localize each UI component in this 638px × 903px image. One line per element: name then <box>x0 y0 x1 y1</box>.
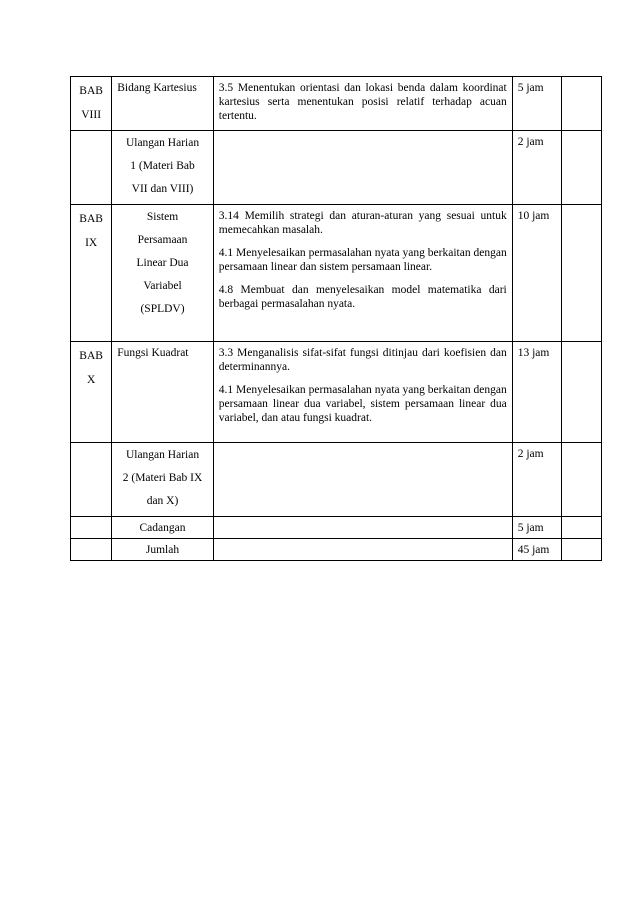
chapter-label: BAB <box>79 350 103 362</box>
total-label: Jumlah <box>145 544 180 556</box>
time-cell <box>512 77 561 131</box>
competency-text: 3.14 Memilih strategi dan aturan-aturan yang sesuai untuk memecahkan masalah. <box>218 210 507 236</box>
time-cell <box>512 517 561 539</box>
empty-cell <box>561 131 601 205</box>
empty-cell <box>213 443 512 517</box>
topic-text: Variabel <box>143 280 182 292</box>
chapter-number: IX <box>85 237 98 249</box>
chapter-number: VIII <box>81 109 102 121</box>
chapter-label: BAB <box>79 213 103 225</box>
empty-cell <box>213 539 512 561</box>
topic-text: dan X) <box>146 495 179 507</box>
table-row <box>71 517 602 539</box>
table-row <box>71 131 602 205</box>
empty-cell <box>213 131 512 205</box>
topic-text: 2 (Materi Bab IX <box>122 472 203 484</box>
topic-text: Linear Dua <box>136 257 189 269</box>
table-row <box>71 342 602 443</box>
empty-cell <box>71 517 112 539</box>
empty-cell <box>561 539 601 561</box>
time-cell <box>512 205 561 342</box>
chapter-cell <box>71 342 112 443</box>
chapter-label: BAB <box>79 85 103 97</box>
competency-text: 4.1 Menyelesaikan permasalahan nyata yang berkaitan dengan persamaan linear dan sistem persamaan linear. <box>218 247 507 273</box>
topic-cell <box>112 443 214 517</box>
time-text: 5 jam <box>517 522 544 534</box>
empty-cell <box>71 131 112 205</box>
empty-cell <box>71 539 112 561</box>
topic-text: Bidang Kartesius <box>117 82 197 94</box>
topic-text: (SPLDV) <box>140 303 185 315</box>
time-cell <box>512 443 561 517</box>
table-row <box>71 443 602 517</box>
topic-cell <box>112 131 214 205</box>
topic-cell <box>112 205 214 342</box>
time-cell <box>512 342 561 443</box>
competency-cell <box>213 205 512 342</box>
topic-text: Ulangan Harian <box>125 449 200 461</box>
chapter-cell <box>71 77 112 131</box>
table-row <box>71 539 602 561</box>
empty-cell <box>561 342 601 443</box>
time-text: 13 jam <box>517 347 550 359</box>
topic-cell <box>112 539 214 561</box>
time-text: 10 jam <box>517 210 550 222</box>
time-text: 5 jam <box>517 82 544 94</box>
topic-text: Persamaan <box>137 234 188 246</box>
competency-cell <box>213 342 512 443</box>
time-cell <box>512 539 561 561</box>
empty-cell <box>561 443 601 517</box>
chapter-number: X <box>86 374 96 386</box>
program-table <box>70 76 602 561</box>
empty-cell <box>71 443 112 517</box>
time-text: 2 jam <box>517 136 544 148</box>
time-cell <box>512 131 561 205</box>
table-row <box>71 77 602 131</box>
competency-text: 3.5 Menentukan orientasi dan lokasi benda dalam koordinat kartesius serta menentukan posisi relatif terhadap acuan tertentu. <box>218 82 507 122</box>
reserve-label: Cadangan <box>139 522 186 534</box>
competency-text: 4.1 Menyelesaikan permasalahan nyata yang berkaitan dengan persamaan linear dua variabel, sistem persamaan linear dua variabel, dan atau fungsi kuadrat. <box>218 384 507 424</box>
topic-text: Sistem <box>146 211 179 223</box>
topic-text: Ulangan Harian <box>125 137 200 149</box>
table-row <box>71 205 602 342</box>
empty-cell <box>561 205 601 342</box>
empty-cell <box>213 517 512 539</box>
topic-cell <box>112 77 214 131</box>
competency-text: 4.8 Membuat dan menyelesaikan model matematika dari berbagai permasalahan nyata. <box>218 284 507 310</box>
empty-cell <box>561 517 601 539</box>
competency-text: 3.3 Menganalisis sifat-sifat fungsi ditinjau dari koefisien dan determinannya. <box>218 347 507 373</box>
topic-text: Fungsi Kuadrat <box>117 347 189 359</box>
competency-cell <box>213 77 512 131</box>
empty-cell <box>561 77 601 131</box>
topic-text: VII dan VIII) <box>131 183 194 195</box>
topic-cell <box>112 517 214 539</box>
total-time: 45 jam <box>517 544 550 556</box>
topic-text: 1 (Materi Bab <box>130 160 195 172</box>
topic-cell <box>112 342 214 443</box>
chapter-cell <box>71 205 112 342</box>
time-text: 2 jam <box>517 448 544 460</box>
